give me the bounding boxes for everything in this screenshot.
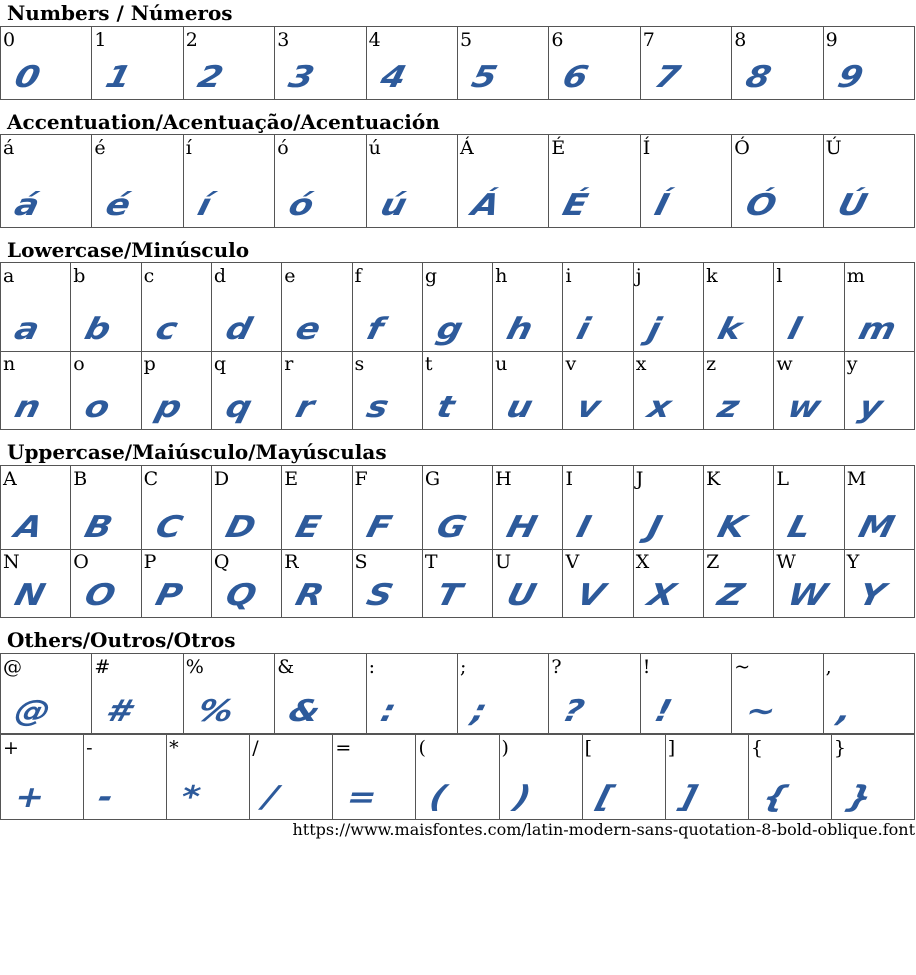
glyph-sample: z bbox=[714, 390, 743, 425]
glyph-sample: p bbox=[151, 390, 186, 425]
glyph-sample: x bbox=[643, 390, 675, 425]
glyph-sample: b bbox=[81, 312, 115, 347]
glyph-sample: X bbox=[643, 578, 680, 613]
glyph-cell bbox=[493, 263, 563, 352]
glyph-label: = bbox=[335, 737, 352, 759]
glyph-cell bbox=[704, 263, 774, 352]
glyph-sample: Ó bbox=[742, 188, 781, 223]
glyph-label: í bbox=[185, 137, 192, 159]
glyph-cell bbox=[142, 263, 212, 352]
glyph-sample: Q bbox=[221, 578, 260, 613]
glyph-label: N bbox=[3, 551, 20, 573]
glyph-label: / bbox=[252, 737, 259, 759]
glyph-cell bbox=[845, 549, 915, 618]
glyph-cell bbox=[824, 135, 915, 228]
glyph-cell bbox=[641, 27, 732, 100]
glyph-cell bbox=[845, 466, 915, 550]
glyph-label: : bbox=[368, 656, 375, 678]
glyph-label: 6 bbox=[551, 29, 564, 51]
glyph-label: - bbox=[86, 737, 93, 759]
glyph-sample: ú bbox=[376, 188, 410, 223]
glyph-sample: y bbox=[854, 390, 886, 425]
glyph-label: @ bbox=[3, 656, 22, 678]
glyph-sample: E bbox=[292, 510, 325, 545]
glyph-cell bbox=[634, 466, 704, 550]
section-title-accents: Accentuation/Acentuação/Acentuación bbox=[7, 110, 440, 134]
glyph-label: & bbox=[277, 656, 295, 678]
glyph-cell bbox=[282, 351, 352, 430]
glyph-cell bbox=[1, 549, 71, 618]
glyph-label: Z bbox=[706, 551, 720, 573]
glyph-cell bbox=[367, 135, 458, 228]
glyph-sample: r bbox=[292, 390, 318, 425]
glyph-label: S bbox=[354, 551, 368, 573]
glyph-label: X bbox=[635, 551, 650, 573]
glyph-cell bbox=[416, 735, 499, 820]
glyph-cell bbox=[458, 135, 549, 228]
glyph-sample: d bbox=[221, 312, 256, 347]
glyph-sample: 7 bbox=[650, 60, 684, 95]
glyph-label: É bbox=[551, 137, 566, 159]
glyph-sample: a bbox=[11, 312, 44, 347]
glyph-sample: % bbox=[193, 694, 238, 729]
glyph-label: 8 bbox=[734, 29, 747, 51]
glyph-sample: N bbox=[11, 578, 49, 613]
glyph-label: Ó bbox=[734, 137, 750, 159]
glyph-cell bbox=[666, 735, 749, 820]
glyph-label: E bbox=[284, 468, 299, 490]
glyph-label: p bbox=[143, 353, 156, 375]
glyph-cell bbox=[549, 654, 640, 734]
glyph-cell bbox=[423, 549, 493, 618]
glyph-cell bbox=[824, 27, 915, 100]
glyph-cell bbox=[423, 466, 493, 550]
glyph-label: ) bbox=[501, 737, 509, 759]
glyph-cell bbox=[142, 549, 212, 618]
glyph-sample: F bbox=[362, 510, 395, 545]
glyph-cell bbox=[549, 135, 640, 228]
glyph-cell bbox=[774, 466, 844, 550]
glyph-sample: / bbox=[260, 780, 282, 815]
glyph-sample: A bbox=[11, 510, 47, 545]
glyph-cell bbox=[353, 549, 423, 618]
glyph-sample: v bbox=[573, 390, 605, 425]
glyph-sample: - bbox=[94, 780, 118, 815]
section-title-numbers: Numbers / Números bbox=[7, 1, 233, 25]
glyph-sample: { bbox=[758, 780, 793, 815]
glyph-label: b bbox=[73, 265, 86, 287]
glyph-cell bbox=[275, 654, 366, 734]
glyph-label: v bbox=[565, 353, 577, 375]
glyph-label: o bbox=[73, 353, 85, 375]
glyph-cell bbox=[493, 549, 563, 618]
glyph-sample: J bbox=[643, 510, 666, 545]
glyph-cell bbox=[634, 263, 704, 352]
glyph-cell bbox=[1, 263, 71, 352]
glyph-cell bbox=[749, 735, 832, 820]
glyph-cell bbox=[353, 263, 423, 352]
glyph-label: y bbox=[846, 353, 858, 375]
lowercase-grid-row-2 bbox=[0, 351, 915, 430]
glyph-label: 7 bbox=[642, 29, 655, 51]
glyph-sample: V bbox=[573, 578, 609, 613]
glyph-sample: f bbox=[362, 312, 387, 347]
glyph-label: x bbox=[635, 353, 647, 375]
glyph-label: B bbox=[73, 468, 88, 490]
glyph-sample: k bbox=[714, 312, 746, 347]
glyph-sample: s bbox=[362, 390, 392, 425]
accents-grid bbox=[0, 134, 915, 228]
glyph-sample: u bbox=[503, 390, 537, 425]
glyph-cell bbox=[92, 135, 183, 228]
glyph-cell bbox=[732, 27, 823, 100]
glyph-cell bbox=[732, 654, 823, 734]
glyph-sample: ; bbox=[468, 694, 491, 729]
glyph-label: } bbox=[833, 737, 846, 759]
glyph-label: W bbox=[776, 551, 796, 573]
glyph-cell bbox=[774, 263, 844, 352]
glyph-sample: g bbox=[432, 312, 467, 347]
glyph-cell bbox=[704, 351, 774, 430]
glyph-sample: É bbox=[559, 188, 592, 223]
glyph-sample: 1 bbox=[102, 60, 136, 95]
glyph-label: Í bbox=[642, 137, 651, 159]
glyph-sample: o bbox=[81, 390, 114, 425]
glyph-label: O bbox=[73, 551, 89, 573]
glyph-sample: ó bbox=[285, 188, 318, 223]
glyph-cell bbox=[458, 27, 549, 100]
glyph-sample: Y bbox=[854, 578, 889, 613]
glyph-label: c bbox=[143, 265, 155, 287]
glyph-cell bbox=[563, 549, 633, 618]
glyph-sample: ? bbox=[559, 694, 589, 729]
glyph-label: + bbox=[3, 737, 19, 759]
glyph-label: ? bbox=[551, 656, 562, 678]
glyph-sample: T bbox=[432, 578, 466, 613]
others-grid-row-1 bbox=[0, 653, 915, 734]
glyph-label: R bbox=[284, 551, 299, 573]
glyph-label: d bbox=[213, 265, 227, 287]
glyph-label: g bbox=[424, 265, 438, 287]
glyph-sample: l bbox=[784, 312, 805, 347]
uppercase-grid-row-1 bbox=[0, 465, 915, 550]
glyph-cell bbox=[1, 27, 92, 100]
glyph-sample: D bbox=[221, 510, 260, 545]
glyph-label: { bbox=[750, 737, 763, 759]
glyph-label: á bbox=[3, 137, 15, 159]
glyph-sample: h bbox=[503, 312, 537, 347]
glyph-label: 3 bbox=[277, 29, 290, 51]
glyph-cell bbox=[275, 27, 366, 100]
glyph-sample: L bbox=[784, 510, 816, 545]
glyph-cell bbox=[353, 466, 423, 550]
glyph-label: i bbox=[565, 265, 572, 287]
glyph-cell bbox=[423, 351, 493, 430]
glyph-label: J bbox=[635, 468, 644, 490]
glyph-sample: 8 bbox=[742, 60, 775, 95]
glyph-cell bbox=[184, 135, 275, 228]
glyph-cell bbox=[184, 27, 275, 100]
glyph-cell bbox=[1, 735, 84, 820]
glyph-label: % bbox=[185, 656, 204, 678]
glyph-sample: Ú bbox=[833, 188, 871, 223]
section-title-lowercase: Lowercase/Minúsculo bbox=[7, 238, 250, 262]
glyph-cell bbox=[333, 735, 416, 820]
glyph-label: T bbox=[424, 551, 438, 573]
glyph-label: H bbox=[495, 468, 512, 490]
glyph-label: A bbox=[3, 468, 17, 490]
glyph-sample: + bbox=[11, 780, 49, 815]
glyph-label: F bbox=[354, 468, 368, 490]
glyph-cell bbox=[1, 135, 92, 228]
glyph-label: L bbox=[776, 468, 789, 490]
glyph-label: e bbox=[284, 265, 296, 287]
glyph-sample: @ bbox=[11, 694, 55, 729]
glyph-cell bbox=[1, 351, 71, 430]
glyph-sample: i bbox=[573, 312, 595, 347]
glyph-label: ó bbox=[277, 137, 289, 159]
glyph-label: Ú bbox=[825, 137, 842, 159]
glyph-cell bbox=[353, 351, 423, 430]
glyph-cell bbox=[634, 549, 704, 618]
glyph-label: w bbox=[776, 353, 793, 375]
glyph-label: V bbox=[565, 551, 580, 573]
glyph-sample: P bbox=[151, 578, 186, 613]
glyph-sample: 2 bbox=[193, 60, 227, 95]
glyph-label: U bbox=[495, 551, 512, 573]
glyph-label: 9 bbox=[825, 29, 838, 51]
glyph-sample: [ bbox=[592, 780, 618, 815]
glyph-cell bbox=[282, 549, 352, 618]
glyph-sample: 0 bbox=[11, 60, 44, 95]
glyph-sample: 5 bbox=[468, 60, 501, 95]
glyph-label: ~ bbox=[734, 656, 751, 678]
glyph-sample: C bbox=[151, 510, 186, 545]
glyph-sample: t bbox=[432, 390, 459, 425]
glyph-cell bbox=[732, 135, 823, 228]
glyph-label: D bbox=[213, 468, 230, 490]
glyph-label: Y bbox=[846, 551, 860, 573]
glyph-cell bbox=[84, 735, 167, 820]
glyph-label: C bbox=[143, 468, 159, 490]
glyph-cell bbox=[583, 735, 666, 820]
glyph-label: ] bbox=[667, 737, 676, 759]
glyph-label: n bbox=[3, 353, 16, 375]
glyph-label: u bbox=[495, 353, 508, 375]
glyph-label: a bbox=[3, 265, 15, 287]
glyph-cell bbox=[167, 735, 250, 820]
glyph-sample: K bbox=[714, 510, 750, 545]
glyph-sample: ! bbox=[650, 694, 676, 729]
glyph-label: G bbox=[424, 468, 441, 490]
glyph-cell bbox=[1, 654, 92, 734]
glyph-cell bbox=[845, 351, 915, 430]
glyph-sample: 9 bbox=[833, 60, 867, 95]
glyph-sample: Í bbox=[650, 188, 673, 223]
glyph-cell bbox=[212, 351, 282, 430]
glyph-cell bbox=[423, 263, 493, 352]
glyph-cell bbox=[367, 27, 458, 100]
glyph-cell bbox=[493, 351, 563, 430]
glyph-label: Q bbox=[213, 551, 230, 573]
uppercase-grid-row-2 bbox=[0, 549, 915, 618]
glyph-cell bbox=[634, 351, 704, 430]
glyph-sample: Á bbox=[468, 188, 504, 223]
glyph-label: 0 bbox=[3, 29, 16, 51]
glyph-label: ( bbox=[418, 737, 426, 759]
glyph-cell bbox=[142, 466, 212, 550]
glyph-sample: , bbox=[833, 694, 856, 729]
glyph-sample: G bbox=[432, 510, 470, 545]
glyph-sample: é bbox=[102, 188, 135, 223]
glyph-sample: W bbox=[784, 578, 832, 613]
glyph-label: h bbox=[495, 265, 508, 287]
glyph-sample: m bbox=[854, 312, 900, 347]
glyph-sample: I bbox=[573, 510, 596, 545]
footer-url: https://www.maisfontes.com/latin-modern-sans-quotation-8-bold-oblique.font bbox=[292, 820, 915, 839]
glyph-label: é bbox=[94, 137, 106, 159]
section-title-uppercase: Uppercase/Maiúsculo/Mayúsculas bbox=[7, 440, 387, 464]
glyph-sample: j bbox=[643, 312, 665, 347]
glyph-sample: O bbox=[81, 578, 120, 613]
glyph-cell bbox=[500, 735, 583, 820]
glyph-cell bbox=[142, 351, 212, 430]
glyph-label: 4 bbox=[368, 29, 381, 51]
glyph-cell bbox=[774, 549, 844, 618]
glyph-label: I bbox=[565, 468, 573, 490]
glyph-sample: R bbox=[292, 578, 328, 613]
glyph-cell bbox=[282, 466, 352, 550]
glyph-sample: : bbox=[376, 694, 400, 729]
glyph-sample: ] bbox=[675, 780, 701, 815]
glyph-sample: 6 bbox=[559, 60, 593, 95]
glyph-sample: c bbox=[151, 312, 181, 347]
glyph-cell bbox=[458, 654, 549, 734]
glyph-cell bbox=[563, 466, 633, 550]
glyph-label: Á bbox=[460, 137, 474, 159]
lowercase-grid-row-1 bbox=[0, 262, 915, 352]
glyph-label: k bbox=[706, 265, 718, 287]
glyph-label: t bbox=[424, 353, 433, 375]
glyph-cell bbox=[832, 735, 915, 820]
glyph-sample: ~ bbox=[742, 694, 780, 729]
glyph-cell bbox=[250, 735, 333, 820]
glyph-cell bbox=[563, 351, 633, 430]
glyph-label: P bbox=[143, 551, 157, 573]
glyph-label: ; bbox=[460, 656, 467, 678]
glyph-cell bbox=[549, 27, 640, 100]
glyph-label: 1 bbox=[94, 29, 107, 51]
glyph-label: r bbox=[284, 353, 294, 375]
glyph-cell bbox=[367, 654, 458, 734]
glyph-sample: Z bbox=[714, 578, 748, 613]
glyph-sample: M bbox=[854, 510, 898, 545]
glyph-sample: # bbox=[102, 694, 136, 729]
glyph-sample: 3 bbox=[285, 60, 318, 95]
glyph-label: # bbox=[94, 656, 111, 678]
glyph-sample: ) bbox=[509, 780, 535, 815]
others-grid-row-2 bbox=[0, 734, 915, 820]
glyph-cell bbox=[71, 549, 141, 618]
glyph-cell bbox=[71, 351, 141, 430]
glyph-label: m bbox=[846, 265, 865, 287]
glyph-sample: * bbox=[177, 780, 204, 815]
glyph-cell bbox=[704, 549, 774, 618]
glyph-cell bbox=[563, 263, 633, 352]
glyph-sample: q bbox=[221, 390, 256, 425]
glyph-cell bbox=[212, 466, 282, 550]
glyph-label: [ bbox=[584, 737, 593, 759]
glyph-label: M bbox=[846, 468, 867, 490]
glyph-sample: B bbox=[81, 510, 117, 545]
glyph-sample: n bbox=[11, 390, 45, 425]
glyph-cell bbox=[493, 466, 563, 550]
glyph-cell bbox=[641, 654, 732, 734]
glyph-cell bbox=[184, 654, 275, 734]
glyph-sample: 4 bbox=[376, 60, 410, 95]
glyph-sample: w bbox=[784, 390, 825, 425]
glyph-cell bbox=[71, 466, 141, 550]
glyph-cell bbox=[845, 263, 915, 352]
glyph-label: ú bbox=[368, 137, 381, 159]
glyph-label: j bbox=[635, 265, 642, 287]
glyph-cell bbox=[92, 27, 183, 100]
glyph-sample: & bbox=[285, 694, 325, 729]
glyph-label: , bbox=[825, 656, 832, 678]
section-title-others: Others/Outros/Otros bbox=[7, 628, 236, 652]
glyph-label: 2 bbox=[185, 29, 198, 51]
glyph-cell bbox=[275, 135, 366, 228]
glyph-label: 5 bbox=[460, 29, 473, 51]
glyph-label: f bbox=[354, 265, 362, 287]
glyph-sample: ( bbox=[426, 780, 451, 815]
glyph-cell bbox=[282, 263, 352, 352]
glyph-label: K bbox=[706, 468, 721, 490]
glyph-label: s bbox=[354, 353, 365, 375]
glyph-label: z bbox=[706, 353, 717, 375]
glyph-sample: á bbox=[11, 188, 44, 223]
glyph-cell bbox=[212, 549, 282, 618]
glyph-sample: e bbox=[292, 312, 325, 347]
glyph-sample: U bbox=[503, 578, 540, 613]
glyph-sample: í bbox=[193, 188, 215, 223]
glyph-label: * bbox=[169, 737, 179, 759]
glyph-label: q bbox=[213, 353, 227, 375]
glyph-cell bbox=[71, 263, 141, 352]
glyph-sample: S bbox=[362, 578, 397, 613]
glyph-label: l bbox=[776, 265, 783, 287]
glyph-cell bbox=[704, 466, 774, 550]
glyph-sample: H bbox=[503, 510, 541, 545]
numbers-grid bbox=[0, 26, 915, 100]
glyph-cell bbox=[1, 466, 71, 550]
glyph-sample: = bbox=[343, 780, 381, 815]
glyph-cell bbox=[92, 654, 183, 734]
glyph-sample: } bbox=[841, 780, 876, 815]
glyph-label: ! bbox=[642, 656, 651, 678]
glyph-cell bbox=[641, 135, 732, 228]
glyph-cell bbox=[824, 654, 915, 734]
glyph-cell bbox=[774, 351, 844, 430]
glyph-cell bbox=[212, 263, 282, 352]
